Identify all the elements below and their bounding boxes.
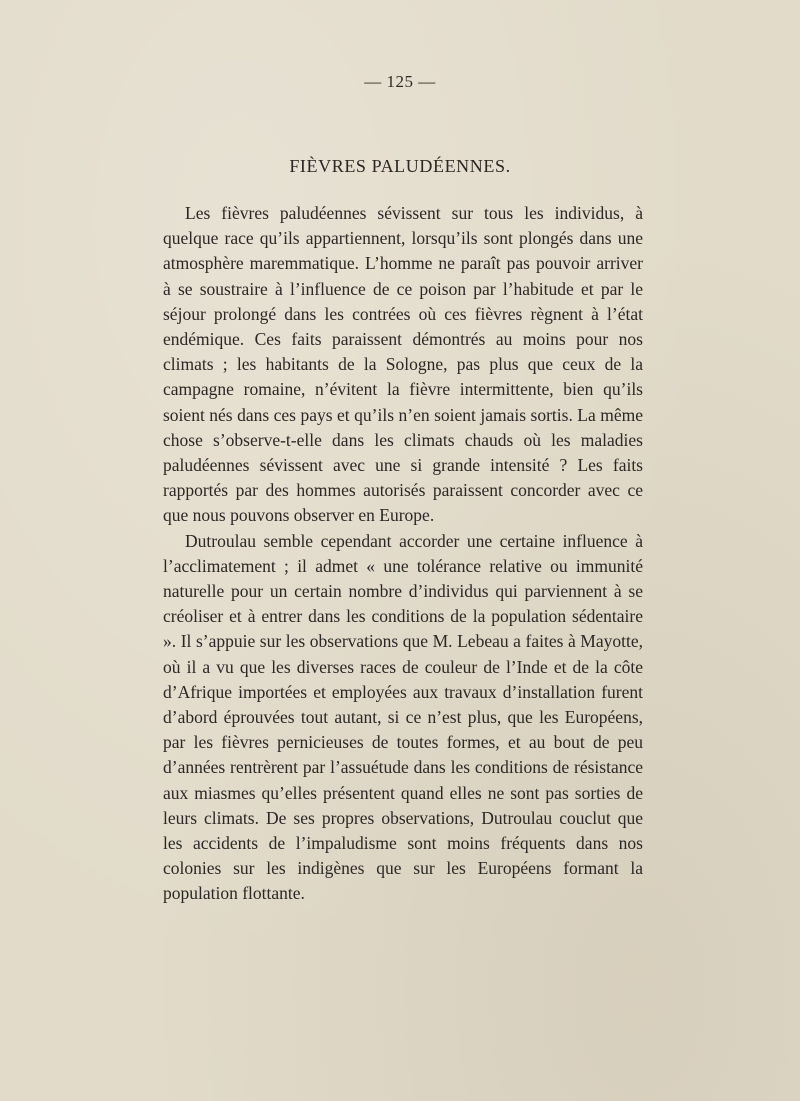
chapter-title: FIÈVRES PALUDÉENNES. (289, 156, 511, 176)
page-number: — 125 — (364, 72, 436, 91)
paragraph: Dutroulau semble cependant accorder une certaine influence à l’acclimatement ; il admet « une tolérance relative ou immunité naturelle pour un certain nombre d’individus qui parviennent à se créoliser et à entrer dans les conditions de la population sédentaire ». Il s’appuie sur les observations que M. Lebeau a faites à Mayotte, où il a vu que les diverses races de couleur de l’Inde et de la côte d’Afrique importées et employées aux travaux d’installation furent d’abord éprouvées tout autant, si ce n’est plus, que les Européens, par les fièvres pernicieuses de toutes formes, et au bout de peu d’années rentrèrent par l’assuétude dans les conditions de résistance aux miasmes qu’elles présentent quand elles ne sont pas sorties de leurs climats. De ses propres observations, Dutroulau couclut que les accidents de l’impaludisme sont moins fréquents dans nos colonies sur les indigènes que sur les Européens formant la population flottante. (163, 530, 643, 904)
paragraph: Les fièvres paludéennes sévissent sur tous les individus, à quelque race qu’ils appartiennent, lorsqu’ils sont plongés dans une atmosphère maremmatique. L’homme ne paraît pas pouvoir arriver à se soustraire à l’influence de ce poison par l’habitude et par le séjour prolongé dans les contrées où ces fièvres règnent à l’état endémique. Ces faits paraissent démontrés au moins pour nos climats ; les habitants de la Sologne, pas plus que ceux de la campagne romaine, n’évitent la fièvre intermittente, bien qu’ils soient nés dans ces pays et qu’ils n’en soient jamais sortis. La même chose s’observe-t-elle dans les climats chauds où les maladies paludéennes sévissent avec une si grande intensité ? Les faits rapportés par des hommes autorisés paraissent concorder avec ce que nous pouvons observer en Europe. (163, 203, 643, 526)
body-text (163, 201, 643, 907)
